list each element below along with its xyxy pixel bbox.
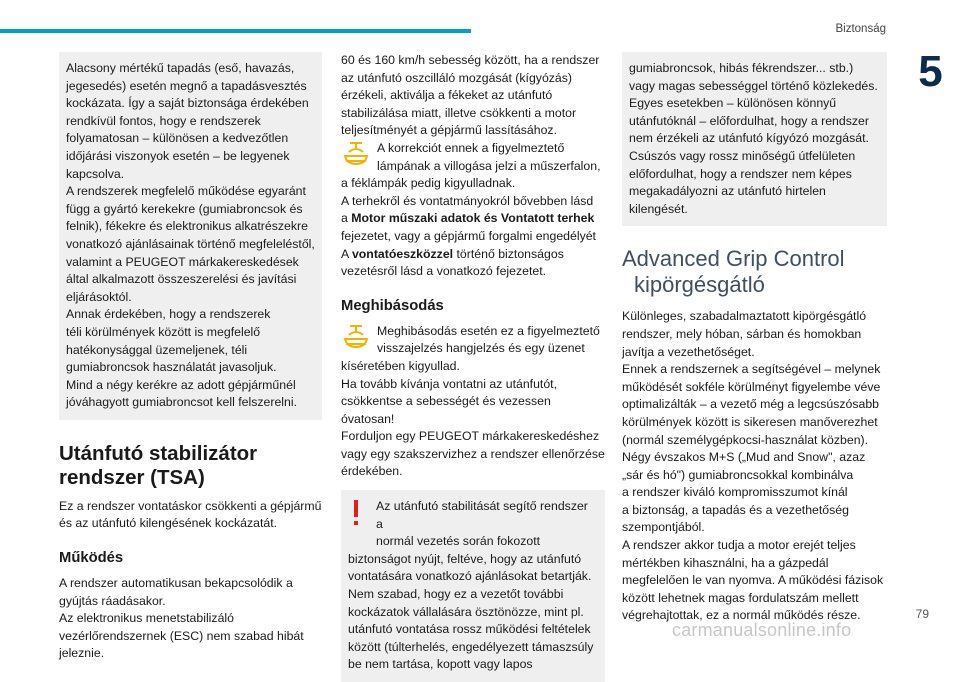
reference-towbar: vontatóeszközzel [351, 246, 454, 261]
caution-line: vontatására vonatkozó ajánlásokat betartják. [348, 569, 592, 584]
body-line: gyújtás ráadásakor. [59, 593, 166, 608]
info-box-line: valamint a PEUGEOT márkakereskedések [66, 254, 299, 269]
body-line: 60 és 160 km/h sebesség között, ha a rendszer [341, 53, 600, 67]
warning-lamp-note [341, 140, 605, 175]
caution-line: utánfutó vontatása rossz működési feltételek [348, 622, 591, 637]
info-box-line: időjárási viszonyok esetén – be legyenek [66, 148, 290, 163]
tsa-intro [59, 498, 322, 533]
info-box-line: kockázata. Így a saját biztonsága érdekében [66, 96, 309, 111]
reference-line-4: vezetésről lásd a vonatkozó fejezetet. [341, 264, 547, 279]
body-line: érdekében. [341, 464, 403, 479]
tsa-heading [59, 442, 322, 490]
body-line: csökkentse a sebességét és vezessen óvatosan! [341, 394, 551, 426]
grip-control-heading-line-2: kipörgésgátló [634, 272, 765, 298]
body-line: A rendszer automatikusan bekapcsolódik a [59, 576, 293, 591]
intro-line: és az utánfutó kilengésének kockázatát. [59, 516, 278, 531]
body-line: jeleznie. [59, 646, 105, 661]
body-line: működését sokféle körülményt figyelembe véve [622, 379, 881, 394]
page-number: 79 [915, 607, 929, 621]
reference-line-3: A vontatóeszközzel történő biztonságos [341, 246, 564, 261]
caution-line: Egyes esetekben – különösen könnyű [629, 96, 837, 111]
warning-line: lámpának a villogása jelzi a műszerfalon, [377, 158, 601, 173]
intro-line: Ez a rendszer vontatáskor csökkenti a gépjármű [59, 498, 322, 513]
tsa-heading-line-2: rendszer (TSA) [59, 465, 205, 489]
body-line: érzékeli, aktiválja a fékeket az utánfutó [341, 88, 553, 103]
caution-line: előfordulhat, hogy a rendszer nem képes [629, 166, 852, 181]
body-line: optimalizálták – a vezető még a legcsúszósabb [622, 397, 880, 412]
body-line: stabilizálása miatt, illetve csökkenti a motor [341, 105, 577, 120]
correction-text [341, 175, 605, 210]
body-line: „sár és hó") gumiabroncsokkal kombinálva [622, 467, 854, 482]
warning-line: A korrekciót ennek a figyelmeztető [377, 140, 565, 155]
caution-line: között (túlterhelés, engedélyezett támaszsúly [348, 639, 594, 654]
body-line: Az elektronikus menetstabilizáló [59, 611, 234, 626]
info-box-line: által alkalmazott összeszerelési és javítási [66, 272, 297, 287]
tsa-warning-lamp-icon [341, 140, 371, 172]
body-line: rendszer, mely hóban, sárban és homokban [622, 326, 862, 341]
info-box-line: jegesedés) esetén megnő a tapadásvesztés [66, 78, 307, 93]
malfunction-body [341, 358, 605, 481]
warning-line: visszajelzés hangjelzés és egy üzenet [377, 341, 585, 356]
caution-line: be nem tartása, kopott vagy lapos [348, 657, 533, 672]
reference-chapter-engine: Motor műszaki adatok és Vontatott terhek [351, 211, 595, 226]
operation-body [59, 575, 322, 663]
caution-heading-text [376, 498, 598, 551]
tsa-description [341, 52, 605, 140]
malfunction-text [377, 323, 605, 358]
info-box-line: Mind a négy kerékre az adott gépjárműnél [66, 377, 296, 392]
body-line: A terhekről és vontatmányokról bővebben lásd [341, 193, 594, 208]
caution-box [341, 490, 605, 682]
chapter-number: 5 [918, 47, 943, 96]
body-line: Ha tovább kívánja vontatni az utánfutót, [341, 376, 558, 391]
body-line: kíséretében kigyullad. [341, 358, 460, 373]
info-box-line: vonatkozó ajánlásainak történő megfeleléstől, [66, 236, 315, 251]
body-line: mértékben kihasználni, ha a gázpedál [622, 555, 829, 570]
caution-line: kilengését. [629, 201, 688, 216]
caution-line: utánfutóknál – előfordulhat, hogy a rendszer [629, 113, 869, 128]
body-line: Forduljon egy PEUGEOT márkakereskedéshez [341, 429, 600, 444]
body-line: Ennek a rendszernek a segítségével – melynek [622, 362, 881, 377]
info-box-line: kapcsolva. [66, 166, 125, 181]
caution-line: Az utánfutó stabilitását segítő rendszer a [376, 499, 588, 531]
reference-line-2: fejezetet, vagy a gépjármű forgalmi engedélyét [341, 228, 596, 243]
info-box-line: téli körülmények között is megfelelő [66, 324, 261, 339]
exclamation-icon [348, 498, 370, 530]
caution-line: vagy magas sebességgel történő közlekedés. [629, 78, 878, 93]
grip-control-body [622, 308, 887, 625]
column-1 [59, 52, 322, 663]
body-line: javítja a vezethetőséget. [622, 344, 755, 359]
info-box-line: Annak érdekében, hogy a rendszerek [66, 307, 271, 322]
reference-line-1: a Motor műszaki adatok és Vontatott terhek [341, 211, 595, 226]
body-line: vezérlőrendszernek (ESC) nem szabad hibát [59, 628, 304, 643]
column-2 [341, 52, 605, 682]
column-3 [622, 52, 887, 625]
warning-line: Meghibásodás esetén ez a figyelmeztető [377, 323, 600, 338]
body-line: szempontjából. [622, 520, 705, 535]
body-line: az utánfutó oszcilláló mozgását (kígyózás) [341, 70, 573, 85]
info-box-line: hatékonysággal üzemeljenek, téli [66, 342, 248, 357]
body-line: Különleges, szabadalmaztatott kipörgésgátló [622, 309, 867, 324]
body-line: teljesítményét a gépjármű lassításához. [341, 123, 557, 138]
caution-box-continued [622, 52, 887, 226]
caution-line: Nem szabad, hogy ez a vezetőt további [348, 587, 564, 602]
watermark: carmanualsonline.info [672, 620, 852, 640]
info-box-line: Alacsony mértékű tapadás (eső, havazás, [66, 61, 295, 75]
caution-line: biztonságot nyújt, feltéve, hogy az utánfutó [348, 551, 582, 566]
caution-body [348, 551, 598, 674]
grip-control-heading-line-1: Advanced Grip Control [622, 246, 845, 272]
malfunction-warning-icon [341, 323, 371, 355]
body-line: a rendszer kiváló kompromisszumot kínál [622, 485, 848, 500]
caution-line: megakadályozni az utánfutó hirtelen [629, 184, 826, 199]
body-line: körülmények között is sikeresen manőverezhet [622, 414, 878, 429]
tsa-heading-line-1: Utánfutó stabilizátor [59, 441, 258, 465]
grip-control-heading [622, 246, 887, 298]
body-line: a biztonság, a tapadás és a vezethetőség [622, 502, 849, 517]
warning-lamp-text [377, 140, 605, 175]
info-box-line: jóváhagyott gumiabroncsot kell felszerelni. [66, 395, 298, 410]
body-line: vagy egy szakszervizhez a rendszer ellenőrzése [341, 446, 605, 461]
body-line: Négy évszakos M+S („Mud and Snow", azaz [622, 450, 866, 465]
header-accent-bar [0, 29, 471, 33]
info-box-line: eljárásoktól. [66, 289, 132, 304]
body-line: a féklámpák pedig kigyulladnak. [341, 176, 516, 191]
body-line: A rendszer akkor tudja a motor erejét teljes [622, 538, 856, 553]
info-box-line: rendkívül fontos, hogy e rendszerek [66, 113, 261, 128]
body-line: között lehetnek magas fordulatszám mellett [622, 590, 859, 605]
caution-line: Csúszós vagy rossz minőségű útfelületen [629, 148, 856, 163]
info-box-line: A rendszerek megfelelő működése egyaránt [66, 184, 306, 199]
caution-line: normál vezetés során fokozott [376, 534, 541, 549]
body-line: végrehajtottak, ez a normál működés része. [622, 608, 861, 623]
malfunction-subheading: Meghibásodás [341, 297, 444, 314]
section-title: Biztonság [835, 23, 886, 35]
info-box-line: gumiabroncsok használatát javasoljuk. [66, 360, 277, 375]
malfunction-note [341, 323, 605, 358]
info-box-line: folyamatosan – különösen a kedvezőtlen [66, 131, 289, 146]
operation-subheading: Működés [59, 550, 124, 567]
body-line: megfelelően le van nyomva. A működési fázisok [622, 573, 884, 588]
info-box [59, 52, 322, 420]
body-line: (normál személygépkocsi-használat közben). [622, 432, 869, 447]
caution-line: nem érzékeli az utánfutó kígyózó mozgását. [629, 131, 869, 146]
caution-line: gumiabroncsok, hibás fékrendszer... stb.) [629, 61, 854, 75]
info-box-line: felnik), fékekre és elektronikus alkatrészekre [66, 219, 308, 234]
caution-line: kockázatok vállalására ösztönözze, mint pl. [348, 604, 584, 619]
info-box-line: függ a gyártó kerekekre (gumiabroncsok és [66, 201, 303, 216]
